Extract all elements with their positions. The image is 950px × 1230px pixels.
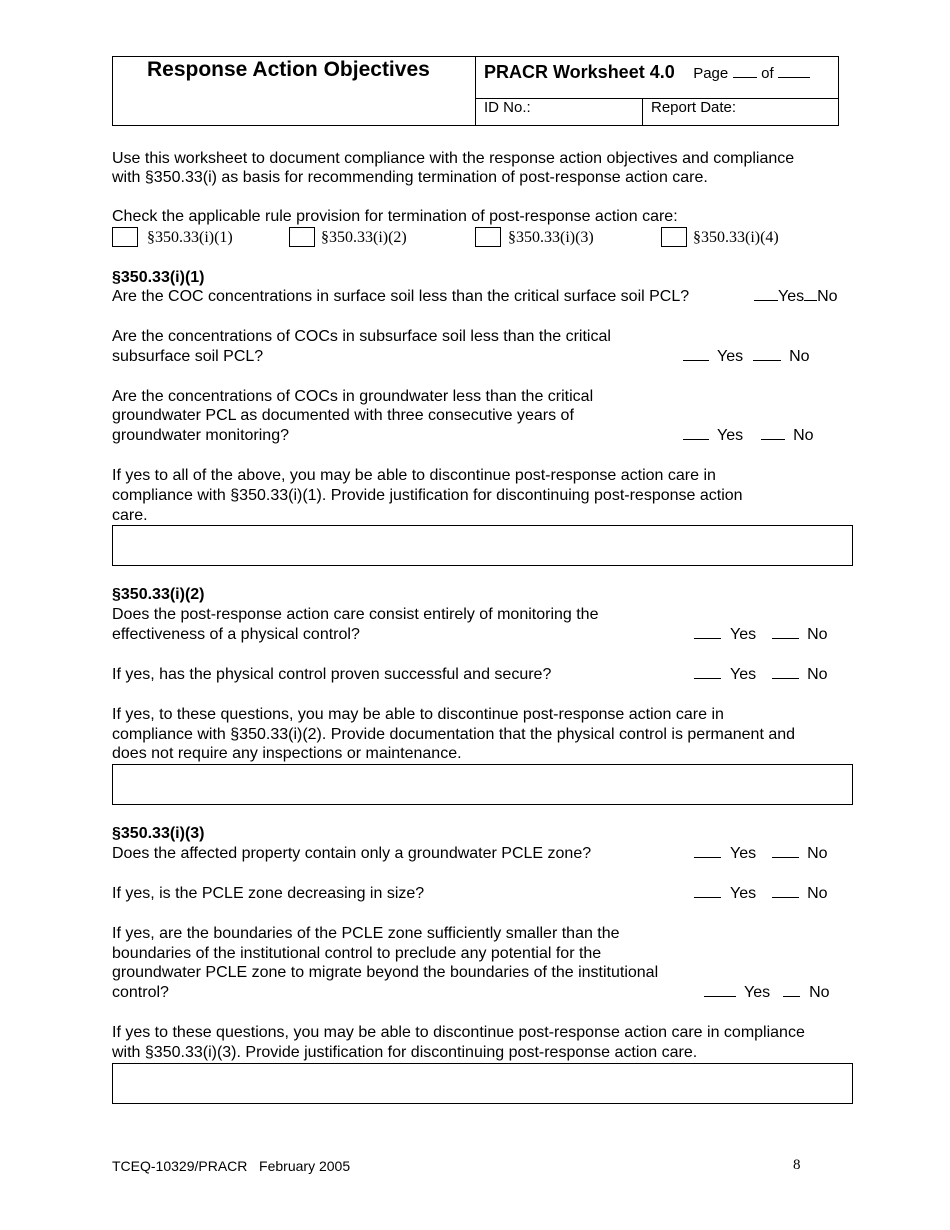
yes-no-answer xyxy=(683,426,814,446)
instruction-text: If yes to all of the above, you may be able to discontinue post-response action care in xyxy=(112,467,716,484)
yes-label: Yes xyxy=(717,427,744,444)
provision-prompt: Check the applicable rule provision for termination of post-response action care: xyxy=(112,208,678,225)
header-divider xyxy=(475,57,476,125)
no-label: No xyxy=(789,348,810,365)
question-text: subsurface soil PCL? xyxy=(112,348,264,365)
question-text: Are the concentrations of COCs in subsurface soil less than the critical xyxy=(112,328,611,345)
page-label: Page xyxy=(693,65,729,82)
no-blank[interactable] xyxy=(772,625,799,639)
instruction-text: with §350.33(i)(3). Provide justification for discontinuing post-response action care. xyxy=(112,1044,698,1061)
yes-no-answer xyxy=(694,665,828,685)
question-text: Are the concentrations of COCs in groundwater less than the critical xyxy=(112,388,594,405)
section-heading: §350.33(i)(2) xyxy=(112,586,205,603)
yes-blank[interactable] xyxy=(694,625,721,639)
intro-line: Use this worksheet to document compliance with the response action objectives and compliance xyxy=(112,150,795,167)
no-label: No xyxy=(807,666,828,683)
question-text: Are the COC concentrations in surface soil less than the critical surface soil PCL? xyxy=(112,288,690,305)
no-label: No xyxy=(807,845,828,862)
no-blank[interactable] xyxy=(804,287,817,301)
yes-blank[interactable] xyxy=(683,347,709,361)
justification-textbox[interactable] xyxy=(112,1063,853,1104)
id-field[interactable] xyxy=(530,99,640,123)
provision-3-checkbox[interactable] xyxy=(475,227,501,247)
provision-3-label: §350.33(i)(3) xyxy=(508,229,594,246)
no-label: No xyxy=(817,288,838,305)
yes-no-answer xyxy=(754,287,838,307)
page-total-field[interactable] xyxy=(778,64,810,78)
footer-page-number: 8 xyxy=(793,1157,801,1173)
yes-label: Yes xyxy=(730,626,757,643)
question-text: control? xyxy=(112,984,169,1001)
yes-blank[interactable] xyxy=(694,884,721,898)
instruction-text: If yes, to these questions, you may be able to discontinue post-response action care in xyxy=(112,706,724,723)
instruction-text: If yes to these questions, you may be able to discontinue post-response action care in compliance xyxy=(112,1024,805,1041)
question-text: boundaries of the institutional control to preclude any potential for the xyxy=(112,945,602,962)
worksheet-page-line xyxy=(484,61,810,85)
question-text: groundwater PCLE zone to migrate beyond the boundaries of the institutional xyxy=(112,964,659,981)
footer-form-id: TCEQ-10329/PRACR February 2005 xyxy=(112,1158,351,1174)
yes-blank[interactable] xyxy=(683,426,709,440)
yes-label: Yes xyxy=(730,885,757,902)
no-blank[interactable] xyxy=(772,884,799,898)
no-label: No xyxy=(809,984,830,1001)
yes-no-answer xyxy=(694,884,828,904)
instruction-text: compliance with §350.33(i)(1). Provide justification for discontinuing post-response action xyxy=(112,487,743,504)
yes-no-answer xyxy=(694,625,828,645)
provision-4-label: §350.33(i)(4) xyxy=(693,229,779,246)
section-heading: §350.33(i)(1) xyxy=(112,269,205,286)
yes-label: Yes xyxy=(730,845,757,862)
provision-1-checkbox[interactable] xyxy=(112,227,138,247)
provision-1-label: §350.33(i)(1) xyxy=(147,229,233,246)
yes-blank[interactable] xyxy=(754,287,778,301)
no-blank[interactable] xyxy=(753,347,781,361)
question-text: If yes, are the boundaries of the PCLE zone sufficiently smaller than the xyxy=(112,925,620,942)
provision-4-checkbox[interactable] xyxy=(661,227,687,247)
yes-blank[interactable] xyxy=(694,844,721,858)
no-label: No xyxy=(793,427,814,444)
no-blank[interactable] xyxy=(761,426,785,440)
instruction-text: compliance with §350.33(i)(2). Provide documentation that the physical control is permanent and xyxy=(112,726,796,743)
section-heading: §350.33(i)(3) xyxy=(112,825,205,842)
yes-no-answer xyxy=(704,983,830,1003)
question-text: groundwater PCL as documented with three consecutive years of xyxy=(112,407,574,424)
instruction-text: does not require any inspections or maintenance. xyxy=(112,745,462,762)
yes-blank[interactable] xyxy=(694,665,721,679)
instruction-text: care. xyxy=(112,507,148,524)
yes-label: Yes xyxy=(778,288,805,305)
yes-no-answer xyxy=(683,347,810,367)
header-divider xyxy=(642,98,643,125)
yes-blank[interactable] xyxy=(704,983,736,997)
no-blank[interactable] xyxy=(772,844,799,858)
question-text: If yes, is the PCLE zone decreasing in size? xyxy=(112,885,425,902)
yes-no-answer xyxy=(694,844,828,864)
provision-2-checkbox[interactable] xyxy=(289,227,315,247)
page-title: Response Action Objectives xyxy=(147,58,430,81)
id-label: ID No.: xyxy=(484,99,531,116)
report-date-label: Report Date: xyxy=(651,99,737,116)
yes-label: Yes xyxy=(717,348,744,365)
yes-label: Yes xyxy=(744,984,771,1001)
question-text: If yes, has the physical control proven successful and secure? xyxy=(112,666,552,683)
worksheet-title: PRACR Worksheet 4.0 xyxy=(484,62,675,82)
question-text: effectiveness of a physical control? xyxy=(112,626,360,643)
documentation-textbox[interactable] xyxy=(112,764,853,805)
question-text: groundwater monitoring? xyxy=(112,427,289,444)
provision-2-label: §350.33(i)(2) xyxy=(321,229,407,246)
report-date-field[interactable] xyxy=(740,99,836,123)
question-text: Does the post-response action care consist entirely of monitoring the xyxy=(112,606,599,623)
no-blank[interactable] xyxy=(783,983,800,997)
no-label: No xyxy=(807,885,828,902)
page-number-field[interactable] xyxy=(733,64,757,78)
yes-label: Yes xyxy=(730,666,757,683)
intro-line: with §350.33(i) as basis for recommending termination of post-response action care. xyxy=(112,169,708,186)
no-label: No xyxy=(807,626,828,643)
of-label: of xyxy=(761,65,774,82)
question-text: Does the affected property contain only a groundwater PCLE zone? xyxy=(112,845,592,862)
no-blank[interactable] xyxy=(772,665,799,679)
justification-textbox[interactable] xyxy=(112,525,853,566)
